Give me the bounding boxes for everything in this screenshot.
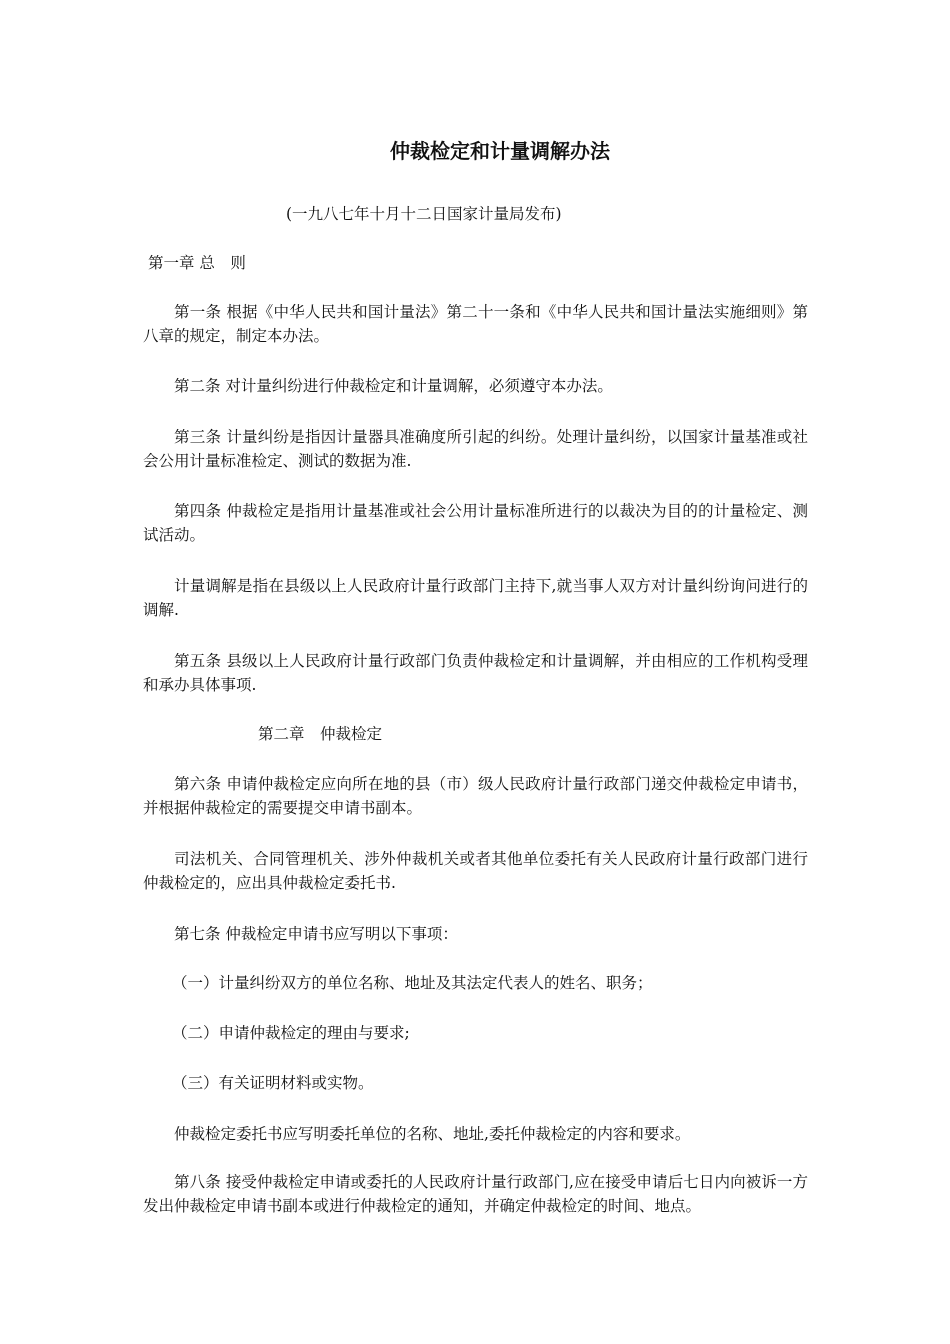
article-8: 第八条 接受仲裁检定申请或委托的人民政府计量行政部门,应在接受申请后七日内向被诉一方发出仲裁检定申请书副本或进行仲裁检定的通知，并确定仲裁检定的时间、地点。 [143,1173,808,1215]
article-7-item-1: （一）计量纠纷双方的单位名称、地址及其法定代表人的姓名、职务； [172,974,653,992]
article-6: 第六条 申请仲裁检定应向所在地的县（市）级人民政府计量行政部门递交仲裁检定申请书，并根据仲裁检定的需要提交申请书副本。 [143,775,808,817]
chapter-heading-2: 第二章 仲裁检定 [258,725,383,743]
article-4: 第四条 仲裁检定是指用计量基准或社会公用计量标准所进行的以裁决为目的的计量检定、测试活动。 [143,502,808,544]
chapter-heading-1: 第一章 总 则 [148,254,246,272]
article-3: 第三条 计量纠纷是指因计量器具准确度所引起的纠纷。处理计量纠纷，以国家计量基准或社会公用计量标准检定、测试的数据为准. [143,428,808,470]
document-subtitle: (一九八七年十月十二日国家计量局发布) [286,205,562,223]
article-7-paragraph-2: 仲裁检定委托书应写明委托单位的名称、地址,委托仲裁检定的内容和要求。 [174,1125,691,1143]
article-4-paragraph-2: 计量调解是指在县级以上人民政府计量行政部门主持下,就当事人双方对计量纠纷询问进行的调解. [143,577,808,619]
article-1: 第一条 根据《中华人民共和国计量法》第二十一条和《中华人民共和国计量法实施细则》第八章的规定，制定本办法。 [143,303,808,345]
article-7: 第七条 仲裁检定申请书应写明以下事项： [174,925,458,943]
article-2: 第二条 对计量纠纷进行仲裁检定和计量调解，必须遵守本办法。 [174,377,613,395]
article-7-item-2: （二）申请仲裁检定的理由与要求; [172,1024,410,1042]
article-5: 第五条 县级以上人民政府计量行政部门负责仲裁检定和计量调解，并由相应的工作机构受理和承办具体事项. [143,652,808,694]
document-title: 仲裁检定和计量调解办法 [390,139,610,163]
article-6-paragraph-2: 司法机关、合同管理机关、涉外仲裁机关或者其他单位委托有关人民政府计量行政部门进行仲裁检定的，应出具仲裁检定委托书. [143,850,808,892]
article-7-item-3: （三）有关证明材料或实物。 [172,1074,374,1092]
